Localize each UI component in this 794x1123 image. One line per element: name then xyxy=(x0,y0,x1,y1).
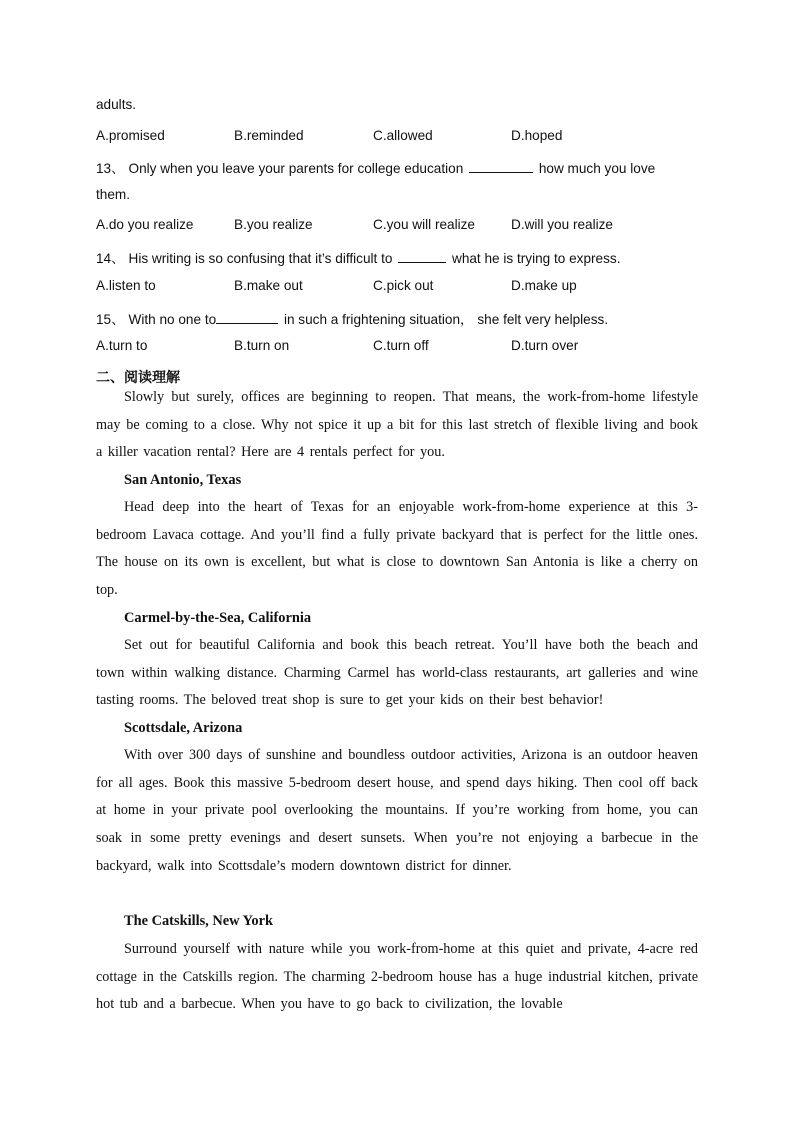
q14-option-c: C.pick out xyxy=(373,278,434,293)
q13-option-a: A.do you realize xyxy=(96,217,194,232)
q13-text-before: Only when you leave your parents for college education xyxy=(128,161,464,176)
rental-heading-catskills: The Catskills, New York xyxy=(124,913,273,929)
q15-option-c: C.turn off xyxy=(373,338,429,353)
q12-option-d: D.hoped xyxy=(511,128,563,143)
section-title: 二、阅读理解 xyxy=(96,370,180,386)
rental-text-carmel: Set out for beautiful California and book this beach retreat. You’ll have both the beach and town within walking distance. Charming Carmel has world-class restaurants, art galleries and wine tasting rooms. The beloved treat shop is sure to get your kids on their best behavior! xyxy=(96,637,698,709)
q14-text-before: His writing is so confusing that it’s difficult to xyxy=(128,251,393,266)
q13-blank xyxy=(469,159,533,173)
reading-intro: Slowly but surely, offices are beginning to reopen. That means, the work-from-home lifestyle may be coming to a close. Why not spice it up a bit for this last stretch of flexible living and book a killer vacation rental? Here are 4 rentals perfect for you. xyxy=(96,389,698,461)
q14-number: 14、 xyxy=(96,251,125,266)
q14-stem xyxy=(96,247,621,267)
q14-option-a: A.listen to xyxy=(96,278,156,293)
q15-blank xyxy=(216,310,278,324)
q13-option-b: B.you realize xyxy=(234,217,313,232)
q13-text-after: how much you love xyxy=(538,161,656,176)
q13-option-d: D.will you realize xyxy=(511,217,613,232)
q14-text-after: what he is trying to express. xyxy=(452,251,621,266)
q15-number: 15、 xyxy=(96,312,125,327)
rental-text-scottsdale: With over 300 days of sunshine and boundless outdoor activities, Arizona is an outdoor heaven for all ages. Book this massive 5-bedroom desert house, and spend days hiking. Then cool off back at home in your private pool overlooking the mountains. If you’re working from home, you can soak in some pretty evenings and desert sunsets. When you’re not enjoying a barbecue in the backyard, walk into Scottsdale’s modern downtown district for dinner. xyxy=(96,747,698,874)
q14-option-b: B.make out xyxy=(234,278,303,293)
q13-option-c: C.you will realize xyxy=(373,217,475,232)
q12-tail: adults. xyxy=(96,97,137,112)
q13-continuation: them. xyxy=(96,187,130,202)
q15-option-d: D.turn over xyxy=(511,338,579,353)
q15-stem xyxy=(96,308,608,328)
rental-heading-carmel: Carmel-by-the-Sea, California xyxy=(124,610,312,626)
q13-number: 13、 xyxy=(96,161,125,176)
q12-option-c: C.allowed xyxy=(373,128,433,143)
rental-text-san-antonio: Head deep into the heart of Texas for an enjoyable work-from-home experience at this 3-bedroom Lavaca cottage. And you’ll find a fully private backyard that is perfect for the little ones. The house on its own is excellent, but what is close to downtown San Antonia is like a cherry on top. xyxy=(96,499,698,599)
q13-stem xyxy=(96,157,655,177)
q14-blank xyxy=(398,249,446,263)
rental-heading-scottsdale: Scottsdale, Arizona xyxy=(124,720,243,736)
q12-option-b: B.reminded xyxy=(234,128,304,143)
q15-text-before: With no one to xyxy=(128,312,217,327)
rental-text-catskills: Surround yourself with nature while you work-from-home at this quiet and private, 4-acre red cottage in the Catskills region. The charming 2-bedroom house has a huge industrial kitchen, private hot tub and a barbecue. When you have to go back to civilization, the lovable xyxy=(96,941,698,1013)
q12-option-a: A.promised xyxy=(96,128,165,143)
q15-option-a: A.turn to xyxy=(96,338,148,353)
q15-text-after: in such a frightening situation， she felt very helpless. xyxy=(283,312,609,327)
rental-heading-san-antonio: San Antonio, Texas xyxy=(124,472,242,488)
q15-option-b: B.turn on xyxy=(234,338,290,353)
q14-option-d: D.make up xyxy=(511,278,577,293)
